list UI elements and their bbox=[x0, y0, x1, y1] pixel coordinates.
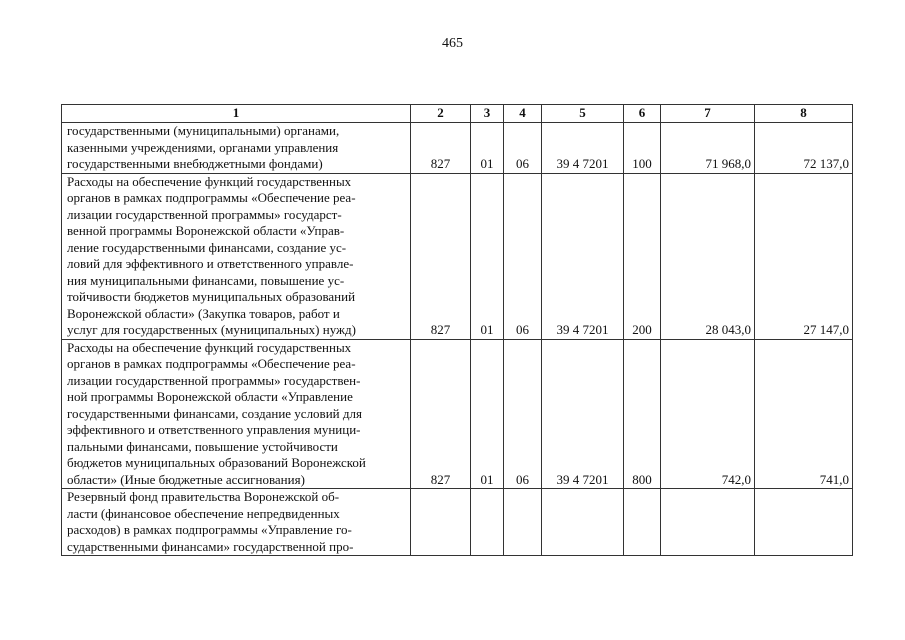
description-line: расходов) в рамках подпрограммы «Управление го- bbox=[67, 522, 352, 537]
page-number: 465 bbox=[442, 36, 463, 51]
header-col-7: 7 bbox=[661, 105, 755, 123]
description-line: пальными финансами, повышение устойчивости bbox=[67, 438, 338, 454]
description-line: тойчивости бюджетов муниципальных образований bbox=[67, 289, 356, 304]
description-line: Воронежской области» (Закупка товаров, работ и bbox=[67, 305, 340, 321]
cell-amount-7: 28 043,0 bbox=[661, 173, 755, 339]
cell-admin-code: 827 bbox=[411, 173, 471, 339]
description-line: ление государственными финансами, создание ус- bbox=[67, 239, 347, 255]
header-col-4: 4 bbox=[504, 105, 542, 123]
cell-target-article: 39 4 7201 bbox=[542, 173, 624, 339]
description-line: услуг для государственных (муниципальных) нужд) bbox=[67, 322, 356, 337]
header-col-6: 6 bbox=[624, 105, 661, 123]
description-line: области» (Иные бюджетные ассигнования) bbox=[67, 471, 305, 487]
cell-amount-7: 71 968,0 bbox=[661, 123, 755, 174]
cell-admin-code bbox=[411, 489, 471, 556]
row-description bbox=[62, 123, 411, 174]
cell-target-article: 39 4 7201 bbox=[542, 123, 624, 174]
cell-amount-8: 72 137,0 bbox=[755, 123, 853, 174]
description-line: бюджетов муниципальных образований Воронежской bbox=[67, 455, 366, 470]
header-col-2: 2 bbox=[411, 105, 471, 123]
description-line: ловий для эффективного и ответственного управле- bbox=[67, 256, 354, 271]
cell-section: 01 bbox=[471, 123, 504, 174]
description-line: органов в рамках подпрограммы «Обеспечение реа- bbox=[67, 356, 356, 371]
header-col-1: 1 bbox=[62, 105, 411, 123]
table-row bbox=[62, 123, 853, 174]
row-description bbox=[62, 339, 411, 489]
cell-amount-8 bbox=[755, 489, 853, 556]
cell-section bbox=[471, 489, 504, 556]
cell-amount-8: 27 147,0 bbox=[755, 173, 853, 339]
header-col-8: 8 bbox=[755, 105, 853, 123]
description-line: органов в рамках подпрограммы «Обеспечение реа- bbox=[67, 190, 356, 205]
cell-section: 01 bbox=[471, 339, 504, 489]
row-description bbox=[62, 173, 411, 339]
cell-amount-7: 742,0 bbox=[661, 339, 755, 489]
description-line: сударственными финансами» государственной про- bbox=[67, 538, 354, 554]
description-line: государственными внебюджетными фондами) bbox=[67, 156, 323, 171]
description-line: Расходы на обеспечение функций государственных bbox=[67, 173, 352, 189]
description-line: лизации государственной программы» государст- bbox=[67, 206, 342, 222]
header-col-3: 3 bbox=[471, 105, 504, 123]
description-line: Резервный фонд правительства Воронежской об- bbox=[67, 489, 340, 504]
description-line: ласти (финансовое обеспечение непредвиденных bbox=[67, 505, 340, 521]
description-line: государственными финансами, создание условий для bbox=[67, 405, 362, 421]
cell-amount-8: 741,0 bbox=[755, 339, 853, 489]
cell-target-article bbox=[542, 489, 624, 556]
header-col-5: 5 bbox=[542, 105, 624, 123]
description-line: Расходы на обеспечение функций государственных bbox=[67, 339, 352, 355]
description-line: казенными учреждениями, органами управления bbox=[67, 139, 339, 155]
description-line: венной программы Воронежской области «Управ- bbox=[67, 223, 345, 238]
cell-amount-7 bbox=[661, 489, 755, 556]
description-line: ния муниципальными финансами, повышение ус- bbox=[67, 272, 345, 288]
cell-expense-type: 200 bbox=[624, 173, 661, 339]
cell-target-article: 39 4 7201 bbox=[542, 339, 624, 489]
table-row bbox=[62, 339, 853, 489]
description-line: эффективного и ответственного управления муници- bbox=[67, 422, 361, 437]
description-line: государственными (муниципальными) органами, bbox=[67, 123, 340, 138]
cell-subsection: 06 bbox=[504, 339, 542, 489]
cell-admin-code: 827 bbox=[411, 123, 471, 174]
description-line: ной программы Воронежской области «Управление bbox=[67, 389, 353, 404]
cell-section: 01 bbox=[471, 173, 504, 339]
cell-expense-type: 800 bbox=[624, 339, 661, 489]
cell-expense-type: 100 bbox=[624, 123, 661, 174]
header-row bbox=[62, 105, 853, 123]
table-row bbox=[62, 489, 853, 556]
cell-subsection bbox=[504, 489, 542, 556]
cell-subsection: 06 bbox=[504, 173, 542, 339]
cell-subsection: 06 bbox=[504, 123, 542, 174]
row-description bbox=[62, 489, 411, 556]
table-row bbox=[62, 173, 853, 339]
cell-admin-code: 827 bbox=[411, 339, 471, 489]
description-line: лизации государственной программы» государствен- bbox=[67, 372, 361, 388]
cell-expense-type bbox=[624, 489, 661, 556]
budget-table bbox=[61, 104, 853, 556]
